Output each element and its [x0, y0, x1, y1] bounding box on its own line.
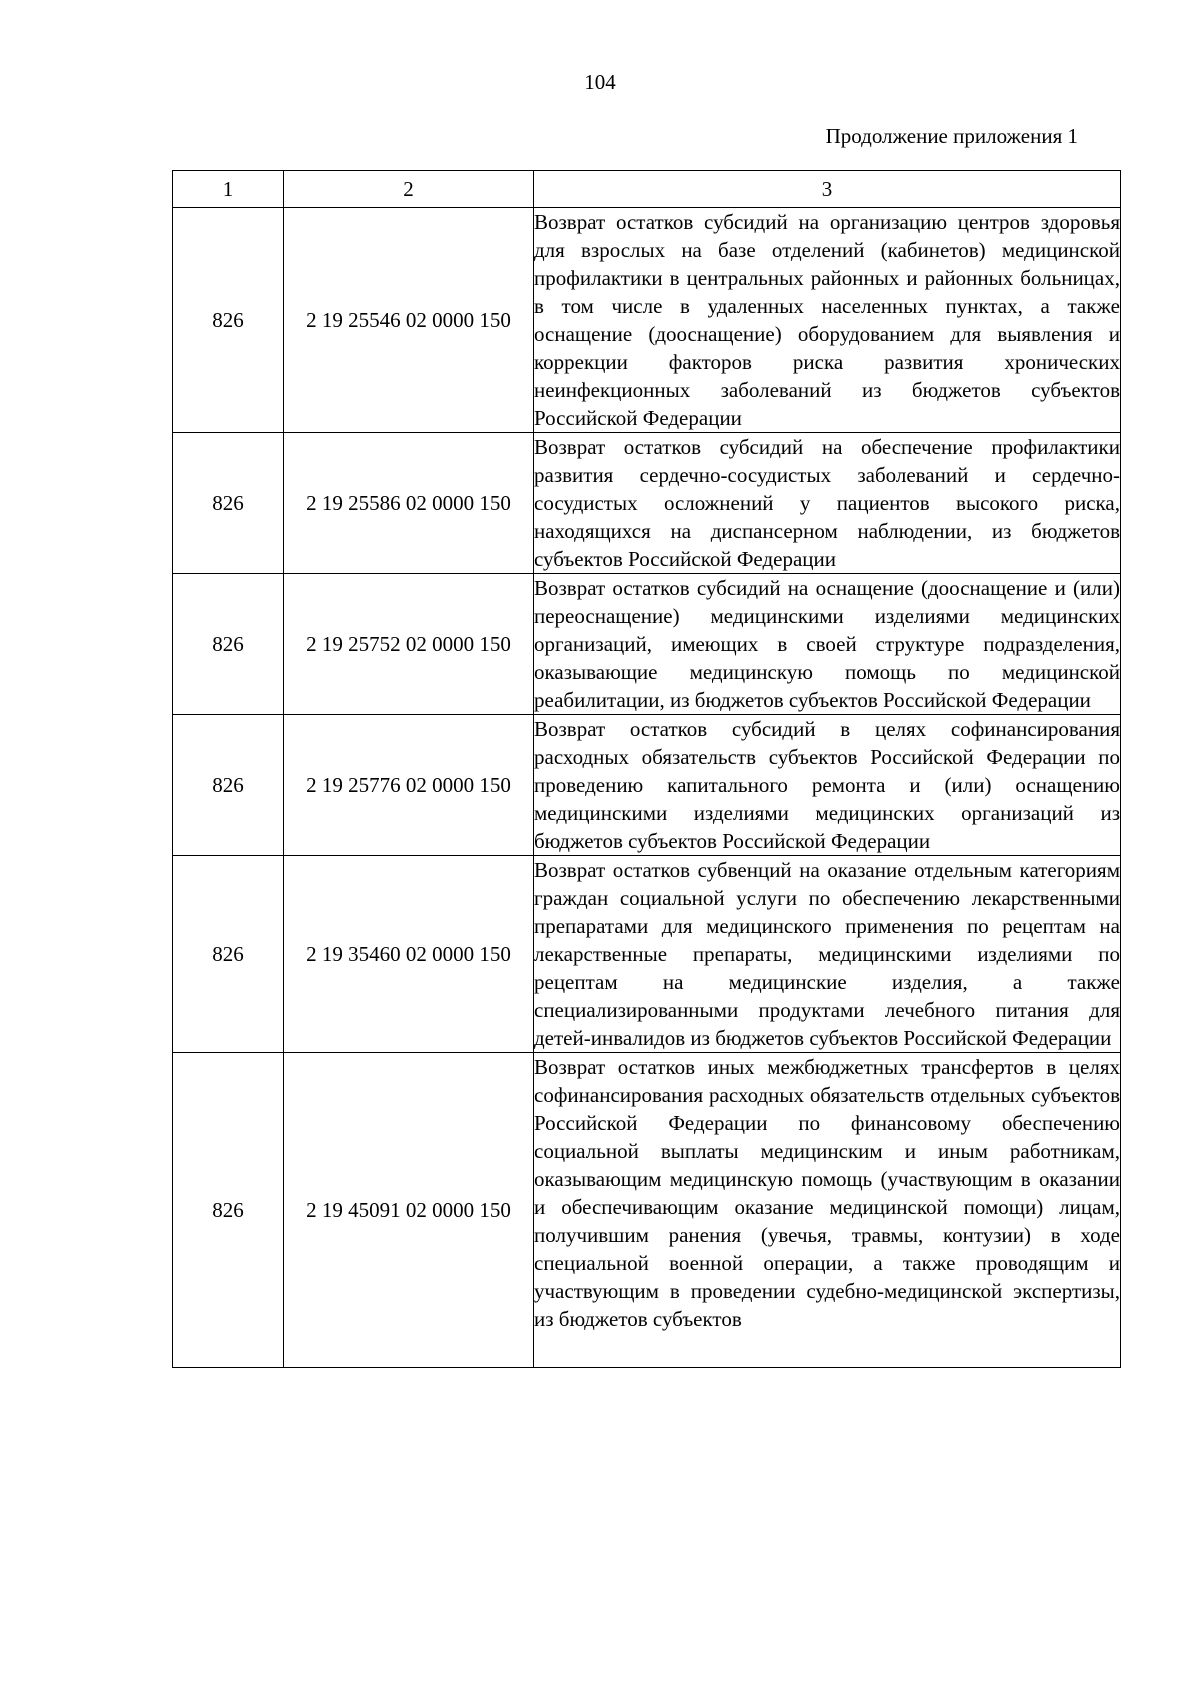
table-row — [173, 433, 1121, 574]
admin-code-cell: 826 — [173, 433, 284, 574]
budget-code-cell: 2 19 35460 02 0000 150 — [284, 856, 534, 1053]
table-header-row — [173, 171, 1121, 208]
table-row — [173, 715, 1121, 856]
admin-code-cell: 826 — [173, 715, 284, 856]
table-row — [173, 856, 1121, 1053]
table-row — [173, 574, 1121, 715]
description-cell — [534, 1053, 1121, 1368]
budget-code-cell: 2 19 45091 02 0000 150 — [284, 1053, 534, 1368]
description-text: Возврат остатков иных межбюджетных трансфертов в целях софинансирования расходных обязательств отдельных субъектов Российской Федерации по финансовому обеспечению социальной выплаты медицинским и иным работникам, оказывающим медицинскую помощь (участвующим в оказании и обеспечивающим оказание медицинской помощи) лицам, получившим ранения (увечья, травмы, контузии) в ходе специальной военной операции, а также проводящим и участвующим в проведении судебно-медицинской экспертизы, из бюджетов субъектов — [534, 1055, 1120, 1331]
budget-code-cell: 2 19 25752 02 0000 150 — [284, 574, 534, 715]
admin-code-cell: 826 — [173, 208, 284, 433]
budget-code-cell: 2 19 25776 02 0000 150 — [284, 715, 534, 856]
admin-code-cell: 826 — [173, 856, 284, 1053]
description-cell: Возврат остатков субсидий в целях софинансирования расходных обязательств субъектов Российской Федерации по проведению капитального ремонта и (или) оснащению медицинскими изделиями медицинских организаций из бюджетов субъектов Российской Федерации — [534, 715, 1121, 856]
column-header-3: 3 — [534, 171, 1121, 208]
appendix-table — [172, 170, 1121, 1368]
column-header-2: 2 — [284, 171, 534, 208]
budget-code-cell: 2 19 25586 02 0000 150 — [284, 433, 534, 574]
admin-code-cell: 826 — [173, 1053, 284, 1368]
budget-code-cell: 2 19 25546 02 0000 150 — [284, 208, 534, 433]
table-row — [173, 208, 1121, 433]
description-cell: Возврат остатков субсидий на обеспечение профилактики развития сердечно-сосудистых заболеваний и сердечно-сосудистых осложнений у пациентов высокого риска, находящихся на диспансерном наблюдении, из бюджетов субъектов Российской Федерации — [534, 433, 1121, 574]
continuation-label: Продолжение приложения 1 — [825, 124, 1078, 148]
description-cell: Возврат остатков субвенций на оказание отдельным категориям граждан социальной услуги по обеспечению лекарственными препаратами для медицинского применения по рецептам на лекарственные препараты, медицинскими изделиями по рецептам на медицинские изделия, а также специализированными продуктами лечебного питания для детей-инвалидов из бюджетов субъектов Российской Федерации — [534, 856, 1121, 1053]
admin-code-cell: 826 — [173, 574, 284, 715]
column-header-1: 1 — [173, 171, 284, 208]
description-cell: Возврат остатков субсидий на организацию центров здоровья для взрослых на базе отделений (кабинетов) медицинской профилактики в центральных районных и районных больницах, в том числе в удаленных населенных пунктах, а также оснащение (дооснащение) оборудованием для выявления и коррекции факторов риска развития хронических неинфекционных заболеваний из бюджетов субъектов Российской Федерации — [534, 208, 1121, 433]
table-row — [173, 1053, 1121, 1368]
page-number: 104 — [584, 70, 616, 94]
description-cell: Возврат остатков субсидий на оснащение (дооснащение и (или) переоснащение) медицинскими изделиями медицинских организаций, имеющих в своей структуре подразделения, оказывающие медицинскую помощь по медицинской реабилитации, из бюджетов субъектов Российской Федерации — [534, 574, 1121, 715]
